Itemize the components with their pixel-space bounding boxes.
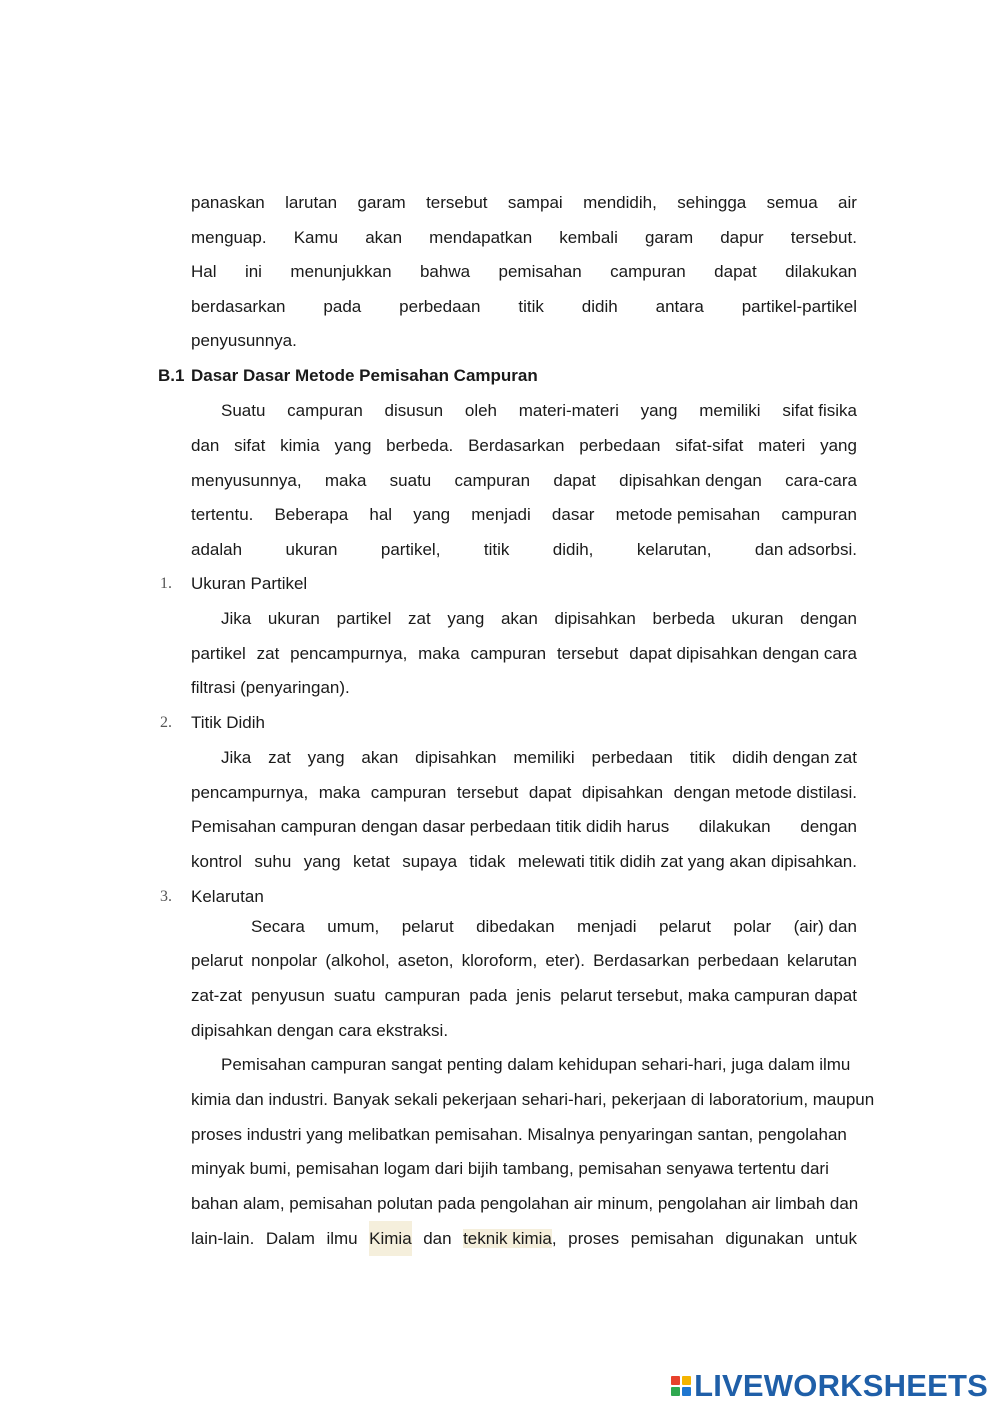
word: dapat dipisahkan dengan cara [629,644,857,663]
word: Jika [221,609,252,628]
word: Hal [191,262,217,281]
text-line [191,220,857,255]
word: perbedaan [579,436,661,455]
word: tersebut [426,193,488,212]
word: adalah [191,540,243,559]
text-line [191,740,857,775]
list-number: 3. [160,888,172,905]
word: cara-cara [785,471,857,490]
word: dengan metode distilasi. [673,783,857,802]
word: campuran [384,986,461,1005]
word: zat [256,644,280,663]
word: Secara [251,917,305,936]
word: eter). [545,951,585,970]
word: mendapatkan [429,228,533,247]
word: pada [323,297,362,316]
list-number: 1. [160,575,172,592]
word: partikel [191,644,246,663]
word: menguap. [191,228,267,247]
logo-brand-text: LIVEWORKSHEETS [694,1368,988,1403]
word: Kamu [293,228,339,247]
word: sehingga [677,193,747,212]
word: yang [307,748,345,767]
word: zat [408,609,431,628]
highlighted-term-group [463,1221,557,1256]
section-number: B.1 [158,366,185,385]
word: campuran [781,505,857,524]
text-line [191,909,857,944]
text-line [191,1013,857,1048]
word: didih [581,297,618,316]
text-line [191,463,857,498]
list-title: Kelarutan [191,887,264,906]
word: maka [324,471,367,490]
text-line [191,1186,857,1221]
word: dilakukan [785,262,857,281]
word: pelarut [401,917,454,936]
word: (air) dan [793,917,857,936]
word: tersebut [456,783,519,802]
word: berbeda [652,609,715,628]
word: polar [733,917,772,936]
word: hal [369,505,393,524]
word: (alkohol, [325,951,390,970]
word: pelarut [658,917,711,936]
word: kembali [559,228,618,247]
word: digunakan [725,1229,804,1248]
text-line [191,978,857,1013]
word: menjadi [576,917,637,936]
word: didih dengan zat [732,748,857,767]
text-line [191,323,857,358]
word: air [838,193,857,212]
word: campuran [610,262,686,281]
word: ukuran [267,609,320,628]
word: suatu [333,986,376,1005]
word: dipisahkan [581,783,664,802]
word: akan [365,228,403,247]
word: kimia dan industri. Banyak sekali pekerjaan sehari-hari, pekerjaan di laboratorium, maupun [191,1090,875,1109]
word: dan [191,436,220,455]
text-line [191,393,857,428]
word: partikel-partikel [741,297,857,316]
word: perbedaan [697,951,779,970]
word: antara [655,297,704,316]
word: proses [568,1229,620,1248]
word: dapat [528,783,572,802]
word: Berdasarkan [468,436,565,455]
text-line [191,943,857,978]
word: panaskan [191,193,265,212]
word: materi [758,436,806,455]
word: dengan [800,817,857,836]
word: dengan [800,609,857,628]
word: bahan alam, pemisahan polutan pada pengolahan air minum, pengolahan air limbah dan [191,1194,859,1213]
text-line [191,254,857,289]
text-line [191,844,857,879]
word: partikel [336,609,392,628]
word: umum, [327,917,380,936]
word: oleh [464,401,497,420]
word: berbeda. [386,436,454,455]
word: pemisahan [630,1229,714,1248]
word: kimia [280,436,320,455]
word: dipisahkan [415,748,497,767]
word: pelarut tersebut, maka campuran dapat [560,986,857,1005]
word: kontrol [191,852,243,871]
word: sifat [234,436,266,455]
word: larutan [285,193,338,212]
word: pencampurnya, [191,783,309,802]
text-line [191,636,857,671]
word: Beberapa [274,505,349,524]
word: yang [640,401,678,420]
word: materi-materi [518,401,619,420]
word: menjadi [471,505,531,524]
word: bahwa [419,262,471,281]
word: ini [244,262,262,281]
word: Berdasarkan [593,951,690,970]
word: titik [689,748,716,767]
word: tertentu. [191,505,254,524]
word: melewati titik didih zat yang akan dipisahkan. [517,852,857,871]
text-line [191,1082,875,1117]
text-line [191,775,857,810]
word: supaya [402,852,458,871]
word: dasar [551,505,595,524]
word: untuk [815,1229,857,1248]
word: ilmu [326,1229,358,1248]
text-line [191,1151,857,1186]
word: zat-zat [191,986,243,1005]
word: garam [357,193,406,212]
word: dan [423,1229,452,1248]
text-line [191,532,857,567]
word: yang [303,852,341,871]
word: semua [766,193,818,212]
text-line [191,809,857,844]
word: dilakukan [698,817,771,836]
word: penyusunnya. [191,331,297,350]
word: Pemisahan campuran sangat penting dalam kehidupan sehari-hari, juga dalam ilmu [221,1055,851,1074]
word: tidak [469,852,506,871]
comma: , [551,1229,557,1248]
list-number: 2. [160,714,172,731]
word: Pemisahan campuran dengan dasar perbedaan titik didih harus [191,817,670,836]
text-line [191,601,857,636]
word: ukuran [285,540,338,559]
word: pada [469,986,508,1005]
text-line [191,428,857,463]
text-line [191,670,857,705]
word: minyak bumi, pemisahan logam dari bijih tambang, pemisahan senyawa tertentu dari [191,1159,829,1178]
word: dipisahkan [554,609,636,628]
word: jenis [516,986,552,1005]
word: garam [644,228,694,247]
word: pelarut [191,951,243,970]
word: campuran [287,401,363,420]
word: akan [361,748,399,767]
word: penyusun [251,986,325,1005]
word: suatu [389,471,432,490]
section-heading [158,358,538,393]
word: suhu [254,852,292,871]
word: pencampurnya, [290,644,408,663]
word: dipisahkan dengan cara ekstraksi. [191,1021,449,1040]
word: campuran [370,783,447,802]
liveworksheets-logo[interactable] [671,1366,988,1406]
word: perbedaan [399,297,481,316]
word: filtrasi (penyaringan). [191,678,350,697]
word: menyusunnya, [191,471,302,490]
text-line [191,289,857,324]
word: tersebut [556,644,619,663]
highlighted-term[interactable]: Kimia [369,1221,412,1256]
word: yang [413,505,451,524]
word: disusun [384,401,444,420]
word: didih, [552,540,594,559]
word: ukuran [731,609,784,628]
word: berdasarkan [191,297,286,316]
word: menunjukkan [290,262,392,281]
highlighted-term[interactable]: teknik kimia [463,1229,552,1248]
word: dipisahkan dengan [619,471,762,490]
word: kelarutan, [636,540,712,559]
word: ketat [352,852,390,871]
word: dapat [714,262,757,281]
word: titik [518,297,544,316]
word: sampai [507,193,563,212]
word: Suatu [221,401,266,420]
word: dapur [720,228,764,247]
word: pemisahan [498,262,582,281]
word: maka [318,783,361,802]
word: dapat [553,471,596,490]
list-title: Ukuran Partikel [191,574,308,593]
word: lain-lain. [191,1229,255,1248]
word: dibedakan [476,917,555,936]
word: metode pemisahan [615,505,761,524]
word: yang [820,436,857,455]
word: maka [418,644,460,663]
section-title: Dasar Dasar Metode Pemisahan Campuran [191,366,538,385]
word: mendidih, [583,193,657,212]
word: titik [483,540,510,559]
word: yang [334,436,372,455]
word: Dalam [265,1229,315,1248]
word: aseton, [397,951,454,970]
word: proses industri yang melibatkan pemisahan. Misalnya penyaringan santan, pengolahan [191,1125,847,1144]
word: Jika [221,748,252,767]
text-line [191,497,857,532]
word: perbedaan [591,748,673,767]
word: dan adsorbsi. [754,540,857,559]
text-line [191,1047,857,1082]
word: sifat-sifat [675,436,744,455]
word: yang [447,609,485,628]
word: tersebut. [790,228,857,247]
liveworksheets-logo-icon [671,1376,691,1396]
word: partikel, [380,540,441,559]
text-line [191,185,857,220]
word: kelarutan [787,951,857,970]
word: zat [268,748,291,767]
list-title: Titik Didih [191,713,265,732]
word: sifat fisika [782,401,857,420]
word: kloroform, [461,951,538,970]
word: memiliki [513,748,575,767]
text-line [191,1117,857,1152]
word: akan [500,609,538,628]
word: campuran [454,471,531,490]
word: nonpolar [251,951,318,970]
word: campuran [470,644,547,663]
text-line-highlighted [191,1221,857,1256]
word: memiliki [699,401,761,420]
